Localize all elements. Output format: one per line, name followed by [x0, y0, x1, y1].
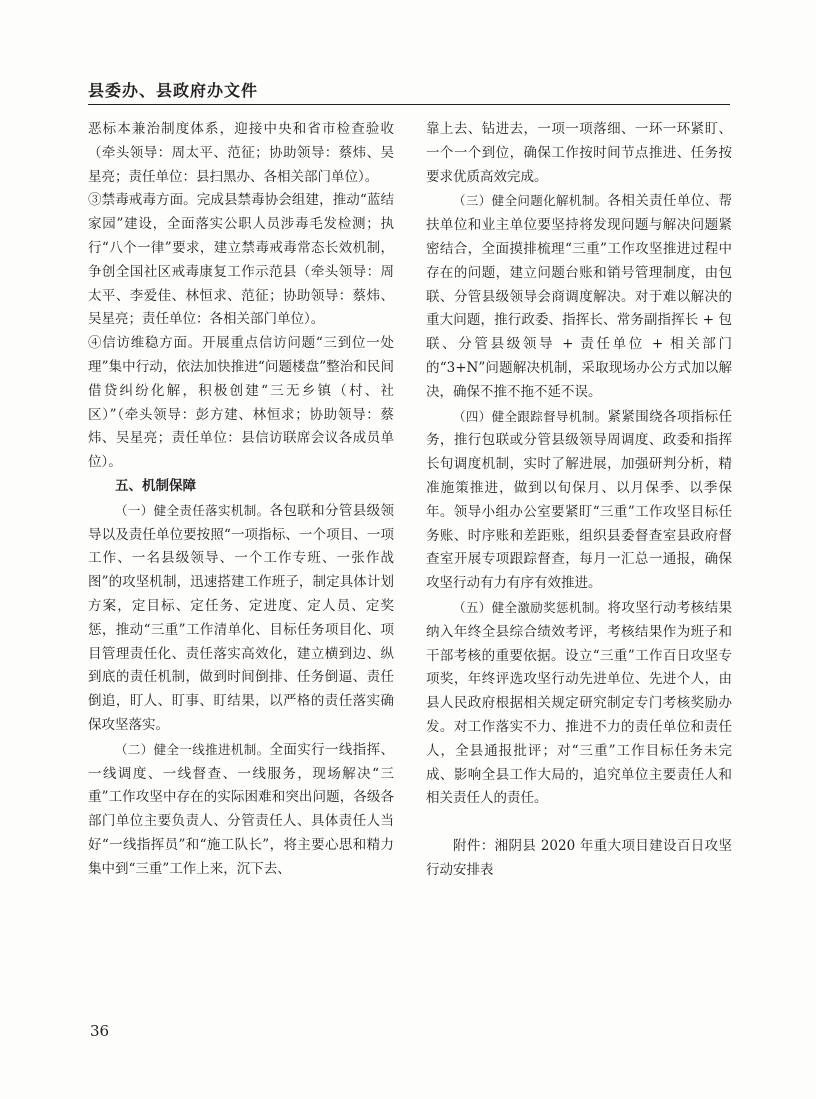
- subsection-title: （三）健全问题化解机制。: [453, 193, 608, 209]
- paragraph-body: 紧紧围绕各项指标任务，推行包联或分管县级领导周调度、政委和指挥长旬调度机制，实时了解进展，加强研判分析，精准施策推进，做到以旬保月、以月保季、以季保年。领导小组办公室要紧盯“三重”工作攻坚目标任务账、时序账和差距账，组织县委督查室县政府督查室开展专项跟踪督查，每月一汇总一通报，确保攻坚行动有力有序有效推进。: [426, 408, 732, 592]
- paragraph-body: 各包联和分管县级领导以及责任单位要按照“一项指标、一个项目、一项工作、一名县级领导、一个工作专班、一张作战图”的攻坚机制，迅速搭建工作班子，制定具体计划方案，定目标、定任务、定进度、定人员、定奖惩，推动“三重”工作清单化、目标任务项目化、项目管理责任化、责任落实高效化，建立横到边、纵到底的责任机制，做到时间倒排、任务倒逼、责任倒追，盯人、盯事、盯结果，以严格的责任落实确保攻坚落实。: [88, 502, 394, 733]
- paragraph: [426, 405, 732, 596]
- subsection-title: （一）健全责任落实机制。: [115, 502, 270, 518]
- subsection-title: （五）健全激励奖惩机制。: [453, 599, 608, 615]
- right-column: [426, 118, 732, 883]
- paragraph-body: 各相关责任单位、帮扶单位和业主单位要坚持将发现问题与解决问题紧密结合，全面摸排梳理“三重”工作攻坚推进过程中存在的问题，建立问题台账和销号管理制度，由包联、分管县级领导会商调度解决。对于难以解决的重大问题，推行政委、指挥长、常务副指挥长 + 包联、分管县级领导 + 责任单位 + 相关部门的“3+N”问题解决机制，采取现场办公方式加以解决，确保不推不拖不延不误。: [426, 193, 732, 400]
- paragraph: [88, 499, 394, 738]
- attachment-note: 附件：湘阴县 2020 年重大项目建设百日攻坚行动安排表: [426, 838, 732, 878]
- paragraph: ④信访维稳方面。开展重点信访问题“三到位一处理”集中行动，依法加快推进“问题楼盘”整治和民间借贷纠纷化解，积极创建“三无乡镇（村、社区）”（牵头领导：彭方建、林恒求；协助领导：蔡炜、吴星亮；责任单位：县信访联席会议各成员单位）。: [88, 335, 394, 471]
- paragraph: 靠上去、钻进去，一项一项落细、一环一环紧盯、一个一个到位，确保工作按时间节点推进、任务按要求优质高效完成。: [426, 121, 732, 185]
- page-number: 36: [90, 1022, 110, 1040]
- paragraph-body: 将攻坚行动考核结果纳入年终全县综合绩效考评，考核结果作为班子和干部考核的重要依据。设立“三重”工作百日攻坚专项奖，年终评选攻坚行动先进单位、先进个人，由县人民政府根据相关规定研究制定专门考核奖励办发。对工作落实不力、推进不力的责任单位和责任人，全县通报批评；对“三重”工作目标任务未完成、影响全县工作大局的，追究单位主要责任人和相关责任人的责任。: [426, 599, 732, 807]
- subsection-title: （四）健全跟踪督导机制。: [453, 408, 608, 424]
- section-heading: 五、机制保障: [115, 477, 196, 494]
- running-header: 县委办、县政府办文件: [88, 81, 259, 100]
- paragraph: [426, 189, 732, 404]
- paragraph: 恶标本兼治制度体系，迎接中央和省市检查验收（牵头领导：周太平、范征；协助领导：蔡炜、吴星亮；责任单位：县扫黑办、各相关部门单位）。: [88, 121, 394, 185]
- left-column: [88, 118, 394, 882]
- subsection-title: （二）健全一线推进机制。: [115, 741, 270, 757]
- paragraph-body: 全面实行一线指挥、一线调度、一线督查、一线服务，现场解决“三重”工作攻坚中存在的实际困难和突出问题，各级各部门单位主要负责人、分管责任人、具体责任人当好“一线指挥员”和“施工队长”，将主要心思和精力集中到“三重”工作上来，沉下去、: [88, 741, 394, 877]
- paragraph: [88, 738, 394, 882]
- paragraph: ③禁毒戒毒方面。完成县禁毒协会组建，推动“蓝结家园”建设，全面落实公职人员涉毒毛发检测；执行“八个一律”要求，建立禁毒戒毒常态长效机制，争创全国社区戒毒康复工作示范县（牵头领导：周太平、李爱佳、林恒求、范征；协助领导：蔡炜、吴星亮；责任单位：各相关部门单位）。: [88, 192, 394, 328]
- paragraph: [426, 596, 732, 811]
- header-rule: [88, 104, 730, 105]
